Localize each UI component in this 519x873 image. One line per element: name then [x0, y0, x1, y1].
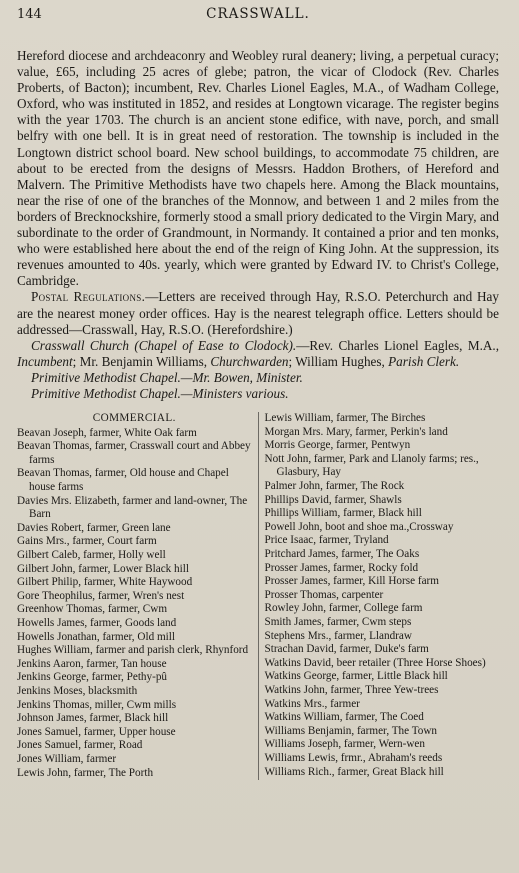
directory-entry: Strachan David, farmer, Duke's farm	[264, 643, 429, 656]
chapel-entry-2: Primitive Methodist Chapel.—Ministers various.	[31, 385, 289, 401]
church-text-1: —Rev. Charles Lionel Eagles, M.A.,	[296, 337, 499, 353]
postal-text: —Letters are received through Hay, R.S.O. Peterchurch and Hay are the nearest money order offices. Hay is the nearest telegraph office. Letters should be addressed—Crasswall, Hay, R.S.O. (Herefordshire.)	[17, 289, 499, 337]
church-text-2: ; Mr. Benjamin Williams,	[72, 353, 211, 369]
commercial-directory	[17, 412, 499, 780]
directory-entry: Gilbert Philip, farmer, White Haywood	[17, 576, 193, 589]
directory-entry: Jones William, farmer	[17, 752, 117, 765]
directory-entry: Stephens Mrs., farmer, Llandraw	[264, 629, 412, 642]
directory-entry: Morgan Mrs. Mary, farmer, Perkin's land	[264, 425, 448, 438]
directory-entry: Pritchard James, farmer, The Oaks	[264, 548, 420, 560]
directory-entry: Price Isaac, farmer, Tryland	[264, 534, 389, 547]
directory-entry: Davies Robert, farmer, Green lane	[17, 521, 171, 534]
directory-entry: Beavan Joseph, farmer, White Oak farm	[17, 426, 197, 439]
directory-entry: Watkins Mrs., farmer	[264, 697, 360, 710]
postal-regulations	[17, 289, 499, 337]
chapel-entry-1: Primitive Methodist Chapel.—Mr. Bowen, Minister.	[31, 369, 303, 385]
directory-entry: Nott John, farmer, Park and Llanoly farms; res., Glasbury, Hay	[264, 452, 479, 479]
directory-entry: Davies Mrs. Elizabeth, farmer and land-owner, The Barn	[17, 494, 248, 521]
church-label: Crasswall Church (Chapel of Ease to Clodock).	[31, 337, 297, 353]
directory-entry: Smith James, farmer, Cwm steps	[264, 615, 412, 628]
directory-entry: Prosser Thomas, carpenter	[264, 588, 384, 601]
directory-entry: Beavan Thomas, farmer, Crasswall court and Abbey farms	[17, 440, 251, 466]
directory-entry: Palmer John, farmer, The Rock	[264, 480, 405, 493]
directory-entry: Greenhow Thomas, farmer, Cwm	[17, 603, 168, 616]
directory-entry: Williams Rich., farmer, Great Black hill	[264, 765, 444, 778]
directory-entry: Howells Jonathan, farmer, Old mill	[17, 630, 176, 643]
directory-entry: Beavan Thomas, farmer, Old house and Chapel house farms	[17, 467, 229, 494]
directory-entry: Jenkins Thomas, miller, Cwm mills	[17, 698, 177, 711]
church-role-3: Parish Clerk.	[388, 353, 460, 369]
church-role-1: Incumbent	[17, 353, 73, 369]
directory-entry: Jenkins Moses, blacksmith	[17, 684, 138, 697]
directory-entry: Prosser James, farmer, Kill Horse farm	[264, 575, 439, 588]
directory-entry: Watkins John, farmer, Three Yew-trees	[264, 683, 439, 696]
directory-entry: Phillips David, farmer, Shawls	[264, 493, 402, 506]
directory-entry: Powell John, boot and shoe ma.,Crossway	[264, 520, 454, 533]
commercial-left-list	[17, 427, 252, 780]
commercial-heading: COMMERCIAL.	[92, 412, 176, 425]
directory-entry: Watkins William, farmer, The Coed	[264, 711, 424, 724]
directory-entry: Jenkins George, farmer, Pethy-pû	[17, 671, 168, 684]
directory-entry: Gilbert John, farmer, Lower Black hill	[17, 562, 189, 575]
directory-entry: Williams Benjamin, farmer, The Town	[264, 724, 438, 737]
directory-entry: Johnson James, farmer, Black hill	[17, 712, 169, 725]
commercial-right-list	[265, 412, 500, 779]
directory-entry: Gains Mrs., farmer, Court farm	[17, 535, 157, 548]
directory-entry: Jones Samuel, farmer, Upper house	[17, 725, 176, 738]
parish-description	[17, 48, 499, 402]
directory-entry: Hughes William, farmer and parish clerk, Rhynford	[17, 644, 249, 657]
directory-entry: Howells James, farmer, Goods land	[17, 616, 177, 629]
directory-entry: Phillips William, farmer, Black hill	[264, 507, 422, 520]
postal-label: Postal Regulations.	[31, 289, 146, 305]
directory-entry: Rowley John, farmer, College farm	[264, 602, 423, 615]
church-text-3: ; William Hughes,	[288, 353, 389, 369]
directory-entry: Prosser James, farmer, Rocky fold	[264, 561, 419, 574]
directory-entry: Morris George, farmer, Pentwyn	[264, 439, 411, 452]
directory-entry: Williams Lewis, frmr., Abraham's reeds	[264, 751, 443, 764]
commercial-right-column	[259, 412, 500, 780]
page-number: 144	[17, 7, 42, 22]
church-entry	[17, 338, 499, 370]
directory-entry: Williams Joseph, farmer, Wern-wen	[264, 738, 425, 751]
directory-entry: Jenkins Aaron, farmer, Tan house	[17, 657, 167, 670]
running-head: CRASSWALL.	[206, 6, 310, 22]
directory-entry: Lewis John, farmer, The Porth	[17, 766, 154, 779]
directory-entry: Watkins David, beer retailer (Three Horse Shoes)	[264, 656, 486, 669]
description-paragraph: Hereford diocese and archdeaconry and Weobley rural deanery; living, a perpetual curacy; value, £65, including 25 acres of glebe; patron, the vicar of Clodock (Rev. Charles Proberts, of Bacton); incumbent, Rev. Charles Lionel Eagles, M.A., of Wadham College, Oxford, who was instituted in 1852, and resides at Longtown vicarage. The register begins with the year 1703. The church is an ancient stone edifice, with nave, porch, and small belfry with one bell. It is in great need of restoration. The township is included in the Longtown district school board. New school buildings, to accommodate 75 children, are about to be erected from the designs of Messrs. Haddon Brothers, of Hereford and Malvern. The Primitive Methodists have two chapels here. Among the Black mountains, near the rise of one of the branches of the Monnow, and between 1 and 2 miles from the borders of Brecknockshire, formerly stood a small priory dedicated to the Virgin Mary, and subordinate to the order of Grandmount, in Normandy. It contained a prior and ten monks, who were established here about the end of the reign of King John. At the suppression, its revenues amounted to 40s. yearly, which were granted by Edward IV. to Christ's College, Cambridge.	[17, 48, 499, 289]
directory-entry: Gilbert Caleb, farmer, Holly well	[17, 549, 166, 561]
church-role-2: Churchwarden	[210, 353, 289, 369]
directory-entry: Gore Theophilus, farmer, Wren's nest	[17, 589, 185, 602]
commercial-left-column	[17, 412, 259, 780]
directory-entry: Lewis William, farmer, The Birches	[264, 412, 426, 425]
page-header	[17, 6, 499, 28]
directory-entry: Watkins George, farmer, Little Black hill	[264, 670, 448, 683]
directory-entry: Jones Samuel, farmer, Road	[17, 739, 143, 752]
